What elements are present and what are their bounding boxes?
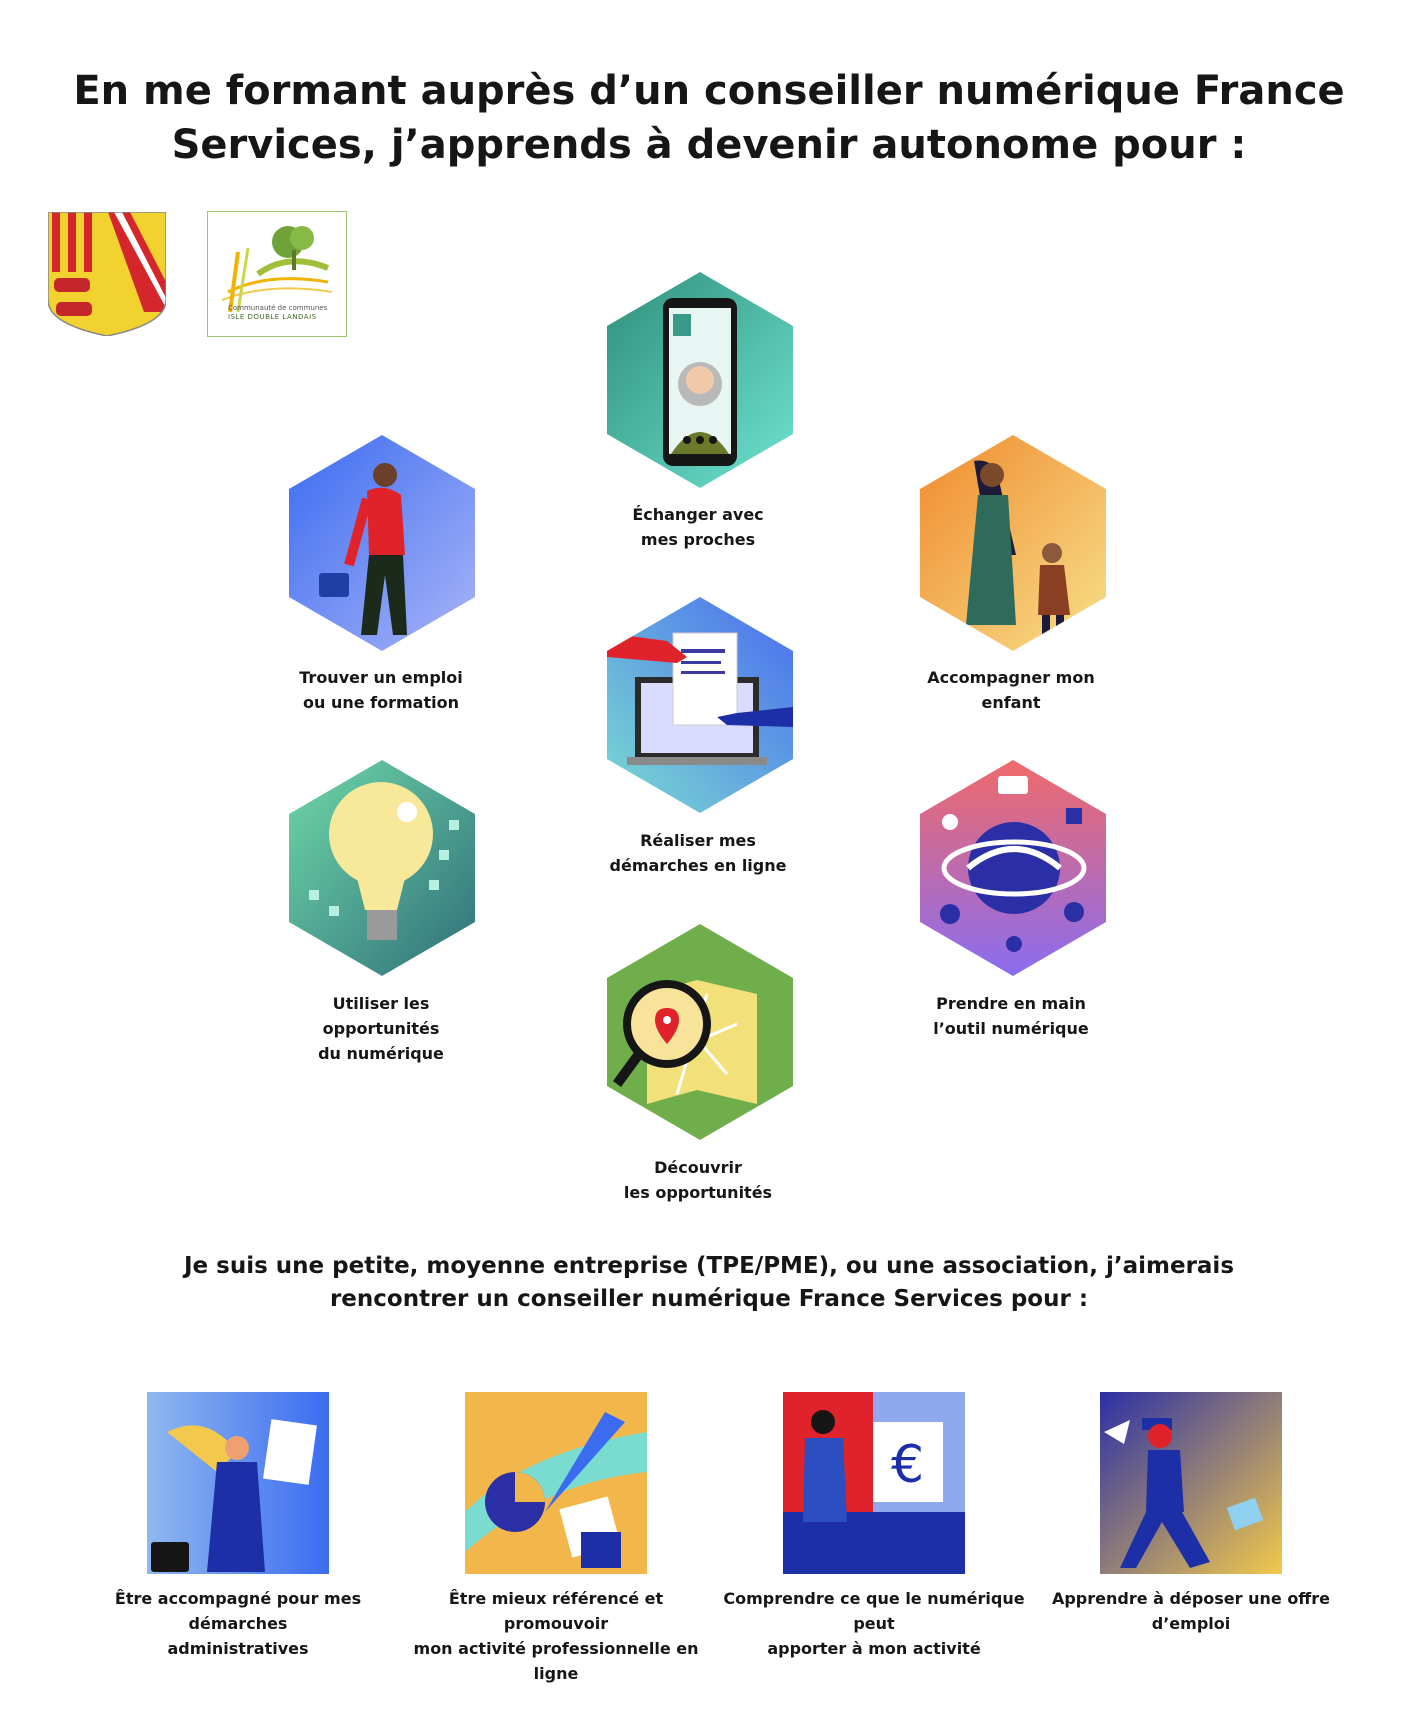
admin-support-illustration [147, 1392, 329, 1574]
caption-job-offer-line2: d’emploi [1151, 1614, 1231, 1633]
map-magnifier-illustration [607, 924, 793, 1140]
caption-admin-support [78, 1586, 398, 1661]
job-seeker-illustration [289, 435, 475, 651]
hex-opportunites-numerique [287, 760, 477, 976]
online-promotion-illustration [465, 1392, 647, 1574]
parent-child-illustration [920, 435, 1106, 651]
caption-opportunites-numerique [251, 991, 511, 1066]
online-procedures-illustration [607, 597, 793, 813]
caption-digital-line1: Comprendre ce que le numérique peut [723, 1589, 1025, 1633]
caption-enfant [881, 665, 1141, 715]
caption-demarches-line1: Réaliser mes [640, 831, 756, 850]
caption-outil [881, 991, 1141, 1041]
community-logo-line2: ISLE DOUBLE LANDAIS [228, 313, 317, 321]
caption-opportunites-line3: du numérique [318, 1044, 444, 1063]
page-title [0, 64, 1418, 172]
caption-digital-activity [714, 1586, 1034, 1661]
hex-emploi [287, 435, 477, 651]
caption-promotion-line2: mon activité professionnelle en ligne [413, 1639, 699, 1683]
business-subtitle-line1: Je suis une petite, moyenne entreprise (TPE/PME), ou une association, j’aimerais [183, 1253, 1235, 1279]
digital-activity-illustration [783, 1392, 965, 1574]
hex-decouvrir [605, 924, 795, 1140]
caption-enfant-line2: enfant [981, 693, 1041, 712]
caption-promotion-line1: Être mieux référencé et promouvoir [448, 1589, 664, 1633]
caption-decouvrir [568, 1155, 828, 1205]
caption-outil-line2: l’outil numérique [933, 1019, 1089, 1038]
caption-emploi [251, 665, 511, 715]
video-call-illustration [607, 272, 793, 488]
hex-enfant [918, 435, 1108, 651]
community-logo-line1: Communauté de communes [228, 304, 328, 312]
caption-emploi-line1: Trouver un emploi [299, 668, 463, 687]
caption-demarches [568, 828, 828, 878]
caption-decouvrir-line2: les opportunités [623, 1183, 773, 1202]
coat-of-arms-icon [48, 212, 166, 336]
caption-opportunites-line2: opportunités [322, 1019, 440, 1038]
globe-digital-illustration [920, 760, 1106, 976]
hex-outil [918, 760, 1108, 976]
community-logo [207, 211, 347, 337]
caption-echanger [568, 502, 828, 552]
hex-echanger [605, 272, 795, 488]
caption-echanger-line2: mes proches [640, 530, 756, 549]
caption-digital-line2: apporter à mon activité [767, 1639, 981, 1658]
caption-decouvrir-line1: Découvrir [654, 1158, 742, 1177]
caption-opportunites-line1: Utiliser les [332, 994, 430, 1013]
caption-echanger-line1: Échanger avec [632, 505, 764, 524]
caption-job-offer [1031, 1586, 1351, 1636]
lightbulb-illustration [289, 760, 475, 976]
caption-admin-line1: Être accompagné pour mes démarches [114, 1589, 362, 1633]
caption-demarches-line2: démarches en ligne [609, 856, 787, 875]
caption-admin-line2: administratives [167, 1639, 309, 1658]
page-title-line2: Services, j’apprends à devenir autonome pour : [171, 122, 1247, 168]
page-title-line1: En me formant auprès d’un conseiller numérique France [73, 68, 1345, 114]
caption-emploi-line2: ou une formation [303, 693, 459, 712]
job-offer-illustration [1100, 1392, 1282, 1574]
business-subtitle [0, 1250, 1418, 1316]
caption-job-offer-line1: Apprendre à déposer une offre [1051, 1589, 1331, 1608]
caption-online-promotion [396, 1586, 716, 1686]
coat-of-arms-logo [48, 212, 166, 336]
caption-outil-line1: Prendre en main [936, 994, 1086, 1013]
svg-text:€: € [891, 1435, 925, 1495]
hex-demarches [605, 597, 795, 813]
caption-enfant-line1: Accompagner mon [927, 668, 1095, 687]
business-subtitle-line2: rencontrer un conseiller numérique France Services pour : [329, 1286, 1089, 1312]
